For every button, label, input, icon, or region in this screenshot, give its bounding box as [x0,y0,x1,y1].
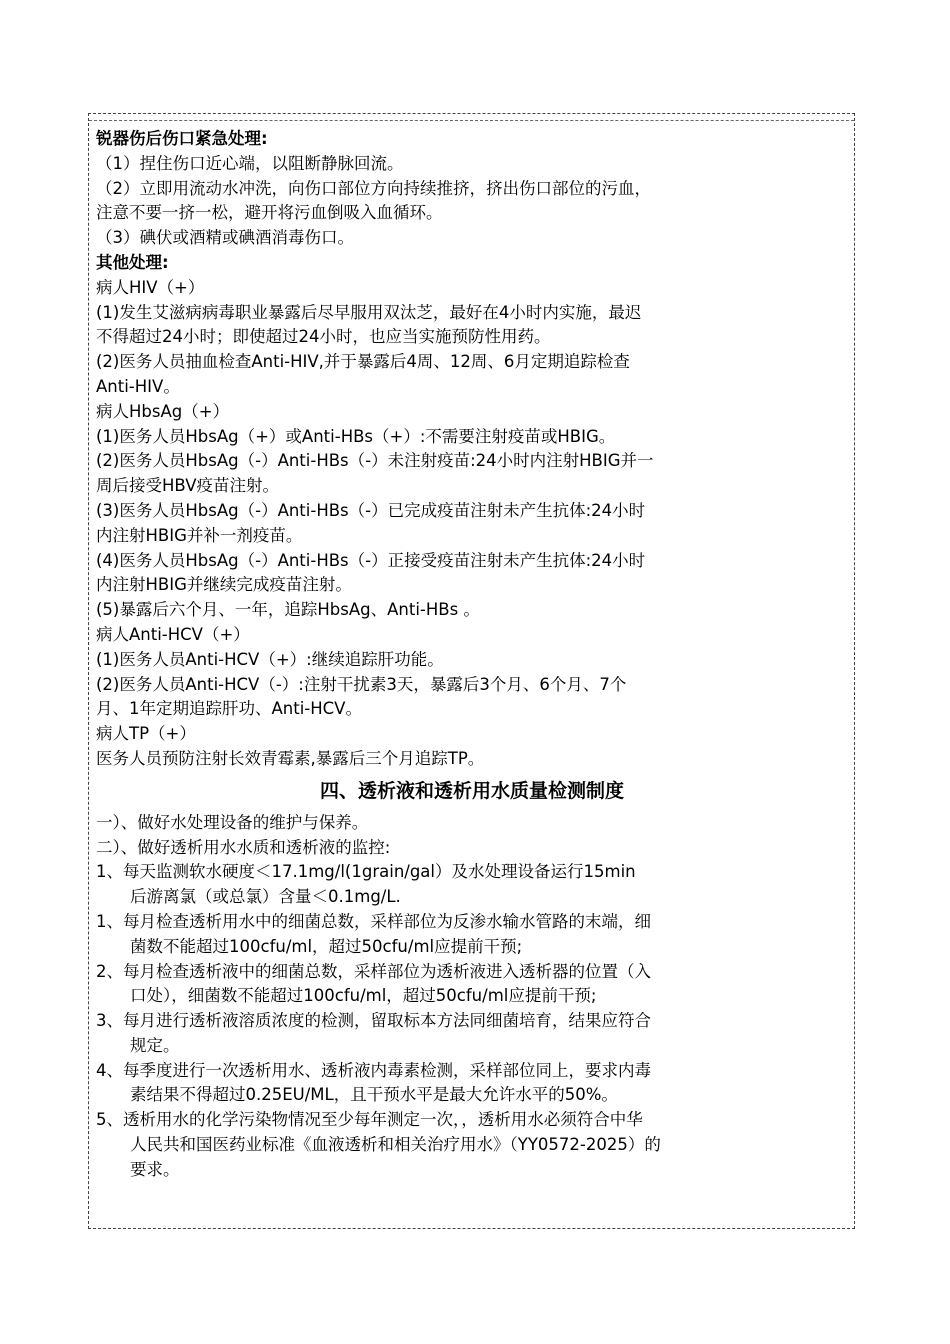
section-heading-wound: 锐器伤后伤口紧急处理: [96,129,268,148]
other-line: 内注射HBIG并继续完成疫苗注射。 [96,575,352,595]
item-marker: 5、 [96,1110,123,1130]
dialysis-item-cont: 素结果不得超过0.25EU/ML，且干预水平是最大允许水平的50%。 [130,1085,618,1105]
wound-step-3: （3）碘伏或酒精或碘酒消毒伤口。 [96,228,354,248]
item-marker: 2、 [96,961,123,981]
item-marker: 3、 [96,1011,123,1031]
wound-step-2: （2）立即用流动水冲洗，向伤口部位方向持续推挤，挤出伤口部位的污血， [96,178,651,198]
item-text: 透析用水的化学污染物情况至少每年测定一次，，透析用水必须符合中华 [123,1110,643,1130]
other-line: (1)发生艾滋病病毒职业暴露后尽早服用双汰芝，最好在4小时内实施，最迟 [96,302,642,322]
item-text: 每月检查透析用水中的细菌总数，采样部位为反渗水输水管路的末端，细 [123,911,651,931]
other-line: 不得超过24小时；即使超过24小时，也应当实施预防性用药。 [96,327,551,347]
other-line: (4)医务人员HbsAg（-）Anti-HBs（-）正接受疫苗注射未产生抗体:24小时 [96,550,646,570]
other-line: (5)暴露后六个月、一年，追踪HbsAg、Anti-HBs 。 [96,600,480,620]
other-line: (2)医务人员抽血检查Anti-HIV,并于暴露后4周、12周、6月定期追踪检查 [96,352,630,372]
other-line: 周后接受HBV疫苗注射。 [96,476,280,496]
dialysis-item-cont: 人民共和国医药业标准《血液透析和相关治疗用水》（YY0572-2025）的 [130,1135,661,1155]
dialysis-item-cont: 后游离氯（或总氯）含量＜0.1mg/L. [130,887,401,907]
other-line: (2)医务人员HbsAg（-）Anti-HBs（-）未注射疫苗:24小时内注射HBIG并一 [96,451,654,471]
wound-step-2-cont: 注意不要一挤一松，避开将污血倒吸入血循环。 [96,203,443,223]
section-title-dialysis: 四、透析液和透析用水质量检测制度 [319,779,624,802]
item-text: 每季度进行一次透析用水、透析液内毒素检测，采样部位同上，要求内毒 [123,1060,651,1080]
dialysis-item [96,1009,848,1034]
dialysis-item-cont: 要求。 [130,1159,180,1179]
dialysis-intro: 二）、做好透析用水水质和透析液的监控: [96,837,391,857]
other-line: (2)医务人员Anti-HCV（-）:注射干扰素3天，暴露后3个月、6个月、7个 [96,674,627,694]
dialysis-intro: 一）、做好水处理设备的维护与保养。 [96,812,369,832]
other-line: 病人HIV（+） [96,277,205,297]
document-body [96,127,848,1183]
other-line: 医务人员预防注射长效青霉素,暴露后三个月追踪TP。 [96,748,485,768]
other-line: Anti-HIV。 [96,376,180,396]
item-marker: 1、 [96,911,123,931]
item-text: 每天监测软水硬度＜17.1mg/l(1grain/gal）及水处理设备运行15min [123,862,636,882]
dialysis-item [96,1108,848,1133]
other-line: (1)医务人员HbsAg（+）或Anti-HBs（+）:不需要注射疫苗或HBIG。 [96,426,616,446]
wound-step-1: （1）捏住伤口近心端，以阻断静脉回流。 [96,153,404,173]
other-line: 病人TP（+） [96,724,196,744]
other-line: 病人HbsAg（+） [96,401,230,421]
dialysis-item-cont: 规定。 [130,1035,180,1055]
section-heading-other: 其他处理: [96,252,169,272]
dialysis-item [96,1059,848,1084]
dialysis-item-cont: 菌数不能超过100cfu/ml，超过50cfu/ml应提前干预; [130,936,523,956]
dialysis-item-cont: 口处），细菌数不能超过100cfu/ml，超过50cfu/ml应提前干预; [130,986,597,1006]
other-line: (3)医务人员HbsAg（-）Anti-HBs（-）已完成疫苗注射未产生抗体:24小时 [96,500,646,520]
other-line: 月、1年定期追踪肝功、Anti-HCV。 [96,699,362,719]
other-line: (1)医务人员Anti-HCV（+）:继续追踪肝功能。 [96,649,444,669]
other-line: 内注射HBIG并补一剂疫苗。 [96,525,303,545]
item-marker: 1、 [96,862,123,882]
item-text: 每月进行透析液溶质浓度的检测，留取标本方法同细菌培育，结果应符合 [123,1011,651,1031]
dialysis-item [96,910,848,935]
item-text: 每月检查透析液中的细菌总数，采样部位为透析液进入透析器的位置（入 [123,961,651,981]
dialysis-item [96,860,848,885]
other-line: 病人Anti-HCV（+） [96,624,250,644]
item-marker: 4、 [96,1060,123,1080]
dashed-cut-line [89,120,854,121]
dialysis-item [96,960,848,985]
